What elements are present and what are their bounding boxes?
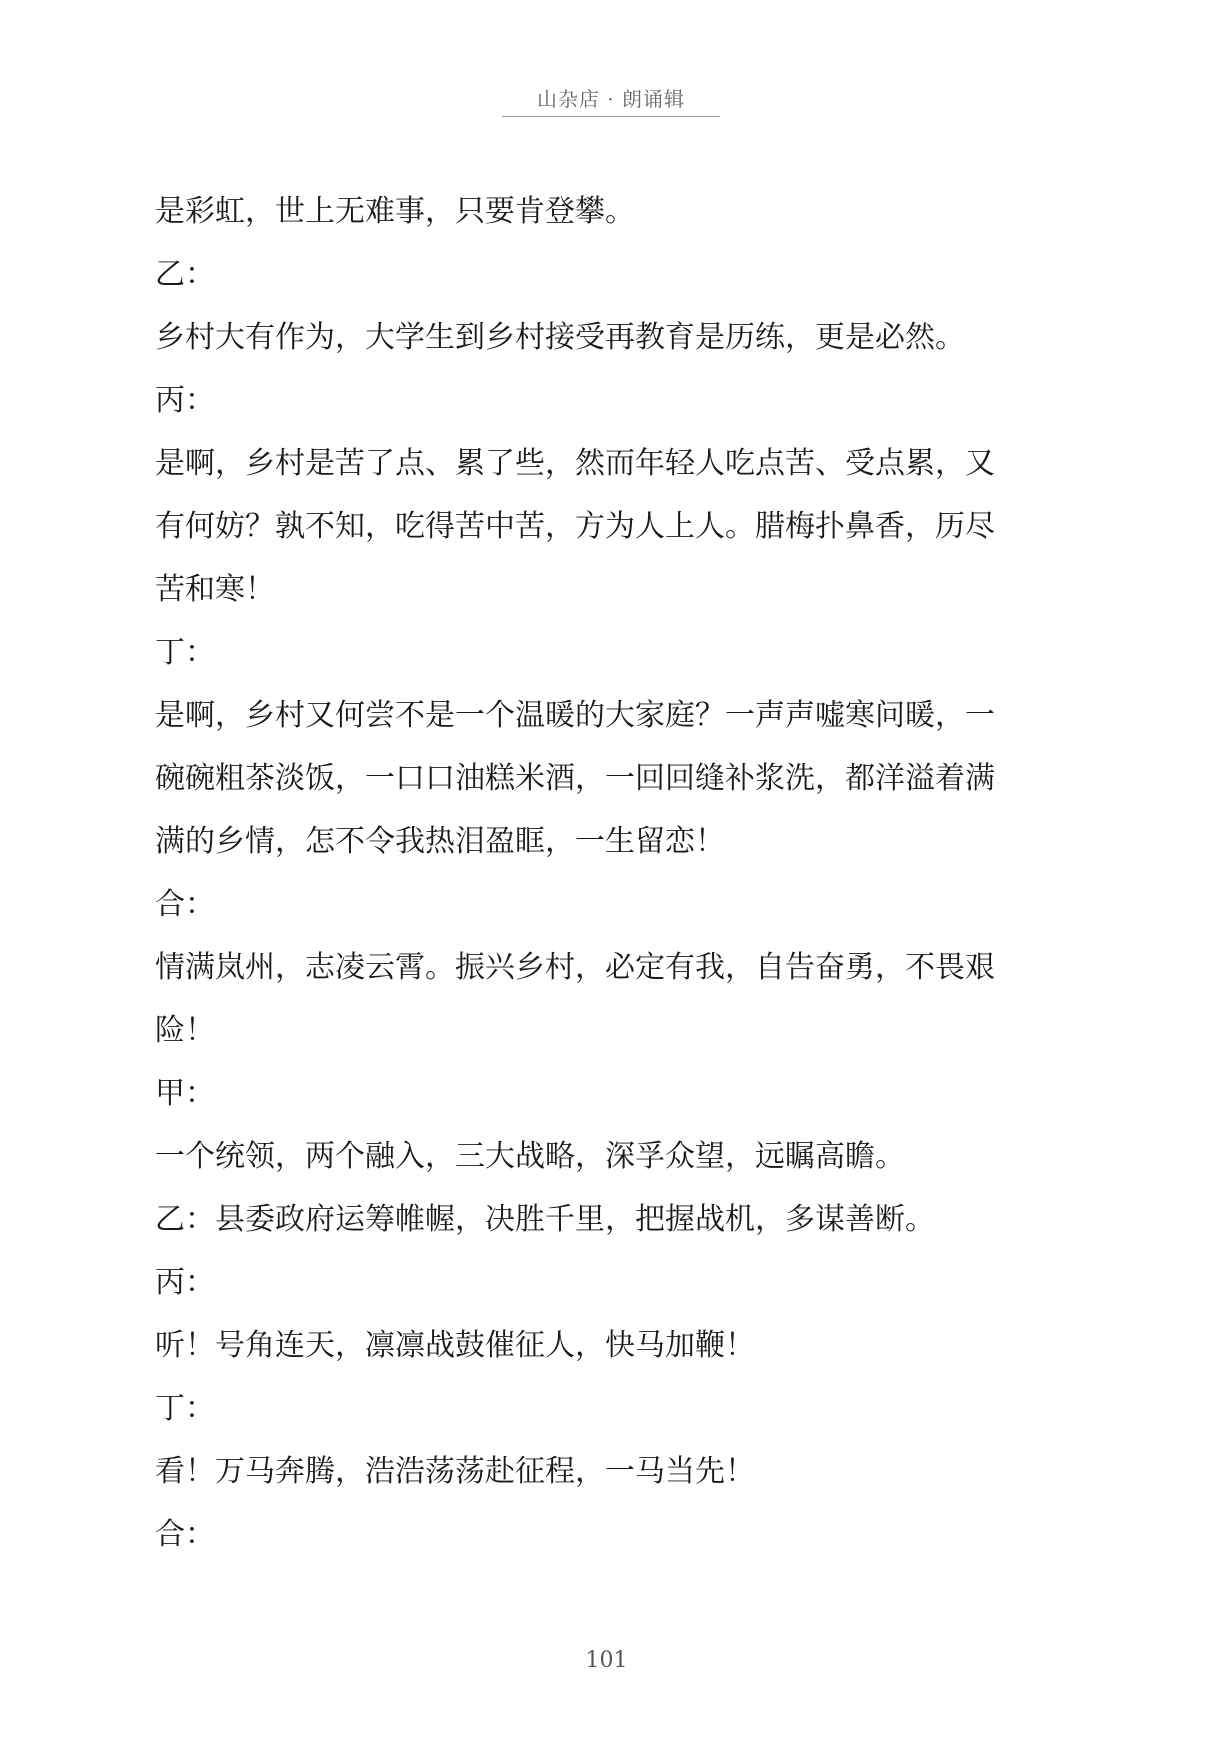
text-line: 是啊，乡村是苦了点、累了些，然而年轻人吃点苦、受点累，又 [155, 446, 995, 481]
text-line: 听！号角连天，凛凛战鼓催征人，快马加鞭！ [155, 1328, 755, 1363]
text-line: 是彩虹，世上无难事，只要肯登攀。 [155, 194, 635, 229]
text-line: 看！万马奔腾，浩浩荡荡赴征程，一马当先！ [155, 1454, 755, 1489]
speaker-label: 丁： [155, 1391, 215, 1426]
running-header: 山杂店 · 朗诵辑 [536, 87, 686, 111]
text-line: 险！ [155, 1013, 215, 1048]
text-line: 满的乡情，怎不令我热泪盈眶，一生留恋！ [155, 824, 725, 859]
speaker-label: 乙： [155, 257, 215, 292]
speaker-label: 丙： [155, 383, 215, 418]
speaker-label: 丁： [155, 635, 215, 670]
speaker-label: 合： [155, 887, 215, 922]
body-text [155, 180, 1070, 1566]
text-line: 一个统领，两个融入，三大战略，深孚众望，远瞩高瞻。 [155, 1139, 905, 1174]
text-line: 苦和寒！ [155, 572, 275, 607]
text-line: 有何妨？孰不知，吃得苦中苦，方为人上人。腊梅扑鼻香，历尽 [155, 509, 995, 544]
speaker-label: 丙： [155, 1265, 215, 1300]
page-number: 101 [585, 1648, 628, 1673]
text-line: 碗碗粗茶淡饭，一口口油糕米酒，一回回缝补浆洗，都洋溢着满 [155, 761, 995, 796]
text-line: 乙：县委政府运筹帷幄，决胜千里，把握战机，多谋善断。 [155, 1202, 935, 1237]
speaker-label: 合： [155, 1517, 215, 1552]
text-line: 情满岚州，志凌云霄。振兴乡村，必定有我，自告奋勇，不畏艰 [155, 950, 995, 985]
speaker-label: 甲： [155, 1076, 215, 1111]
header-rule [502, 116, 720, 117]
text-line: 是啊，乡村又何尝不是一个温暖的大家庭？一声声嘘寒问暖，一 [155, 698, 995, 733]
text-line: 乡村大有作为，大学生到乡村接受再教育是历练，更是必然。 [155, 320, 965, 355]
